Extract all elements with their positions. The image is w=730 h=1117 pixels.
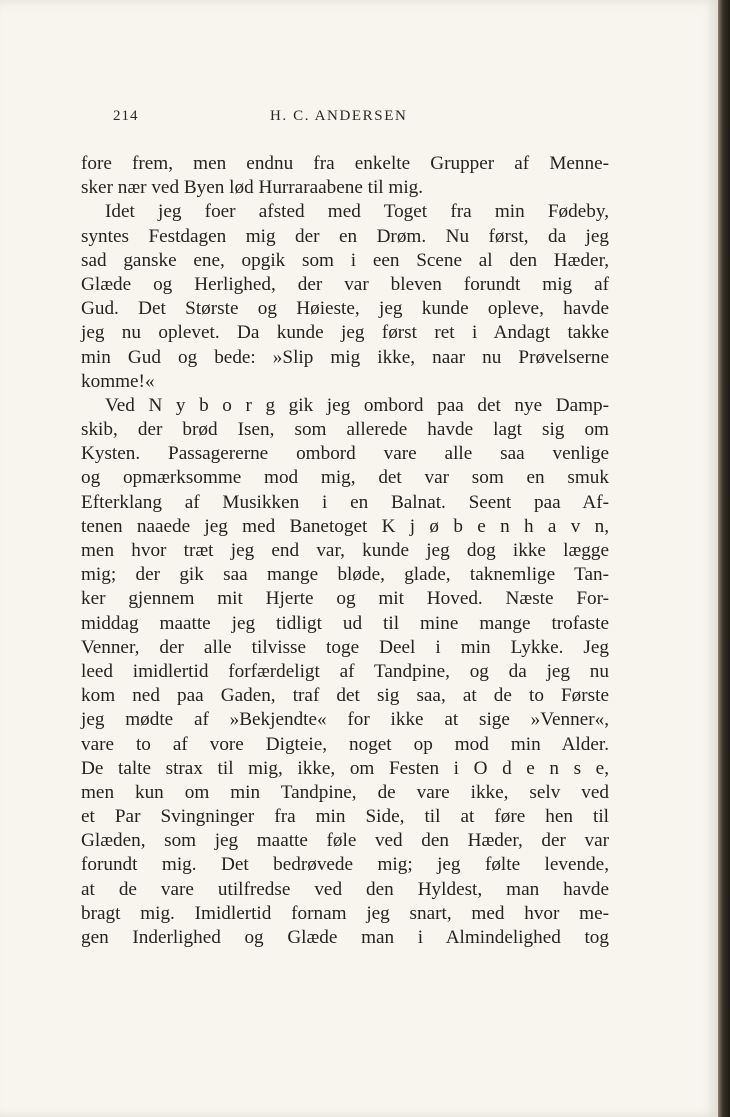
text-line: Kysten. Passagererne ombord vare alle saa venlige: [81, 443, 609, 465]
text-line: et Par Svingninger fra min Side, til at føre hen til: [81, 806, 609, 828]
text-line: kom ned paa Gaden, traf det sig saa, at de to Første: [81, 685, 609, 707]
text-line: min Gud og bede: »Slip mig ikke, naar nu Prøvelserne: [81, 346, 609, 368]
text-line: Efterklang af Musikken i en Balnat. Seent paa Af-: [81, 491, 609, 513]
text-line: skib, der brød Isen, som allerede havde lagt sig om: [81, 419, 609, 441]
text-line: syntes Festdagen mig der en Drøm. Nu først, da jeg: [81, 225, 609, 247]
text-line: men hvor træt jeg end var, kunde jeg dog ikke lægge: [81, 540, 609, 561]
text-line: jeg nu oplevet. Da kunde jeg først ret i Andagt takke: [81, 322, 609, 344]
page-edge-shadow: [718, 0, 730, 1117]
page-number: 214: [113, 108, 139, 124]
text-line: sker nær ved Byen lød Hurraraabene til mig.: [81, 177, 424, 199]
text-line: mig; der gik saa mange bløde, glade, taknemlige Tan-: [81, 564, 609, 586]
text-line: Ved N y b o r g gik jeg ombord paa det nye Damp-: [105, 394, 609, 416]
text-line: jeg mødte af »Bekjendte« for ikke at sige »Venner«,: [81, 709, 609, 731]
text-line: at de vare utilfredse ved den Hyldest, man havde: [81, 878, 609, 900]
text-line: men kun om min Tandpine, de vare ikke, selv ved: [81, 781, 609, 803]
text-line: tenen naaede jeg med Banetoget K j ø b e n h a v n,: [81, 515, 609, 537]
text-line: bragt mig. Imidlertid fornam jeg snart, med hvor me-: [81, 902, 609, 924]
text-line: Idet jeg foer afsted med Toget fra min Fødeby,: [105, 201, 609, 223]
text-line: fore frem, men endnu fra enkelte Grupper af Menne-: [81, 153, 609, 174]
text-line: forundt mig. Det bedrøvede mig; jeg følte levende,: [81, 854, 609, 876]
text-line: middag maatte jeg tidligt ud til mine mange trofaste: [81, 612, 609, 634]
text-line: ker gjennem mit Hjerte og mit Hoved. Næste For-: [81, 588, 609, 610]
text-line: Glæden, som jeg maatte føle ved den Hæder, der var: [81, 830, 609, 852]
text-line: leed imidlertid forfærdeligt af Tandpine, og da jeg nu: [81, 660, 609, 682]
running-head-author: H. C. ANDERSEN: [270, 108, 408, 124]
text-line: Gud. Det Største og Høieste, jeg kunde opleve, havde: [81, 298, 609, 320]
body-text: [81, 152, 609, 950]
text-line: komme!«: [81, 370, 155, 392]
text-line: gen Inderlighed og Glæde man i Almindelighed tog: [81, 927, 609, 948]
text-line: sad ganske ene, opgik som i een Scene al den Hæder,: [81, 249, 609, 271]
text-line: Venner, der alle tilvisse toge Deel i min Lykke. Jeg: [81, 636, 609, 658]
text-line: vare to af vore Digteie, noget op mod min Alder.: [81, 733, 609, 755]
text-line: og opmærksomme mod mig, det var som en smuk: [81, 467, 609, 489]
text-line: Glæde og Herlighed, der var bleven forundt mig af: [81, 273, 609, 295]
running-head: [113, 108, 613, 132]
text-line: De talte strax til mig, ikke, om Festen i O d e n s e,: [81, 757, 609, 779]
